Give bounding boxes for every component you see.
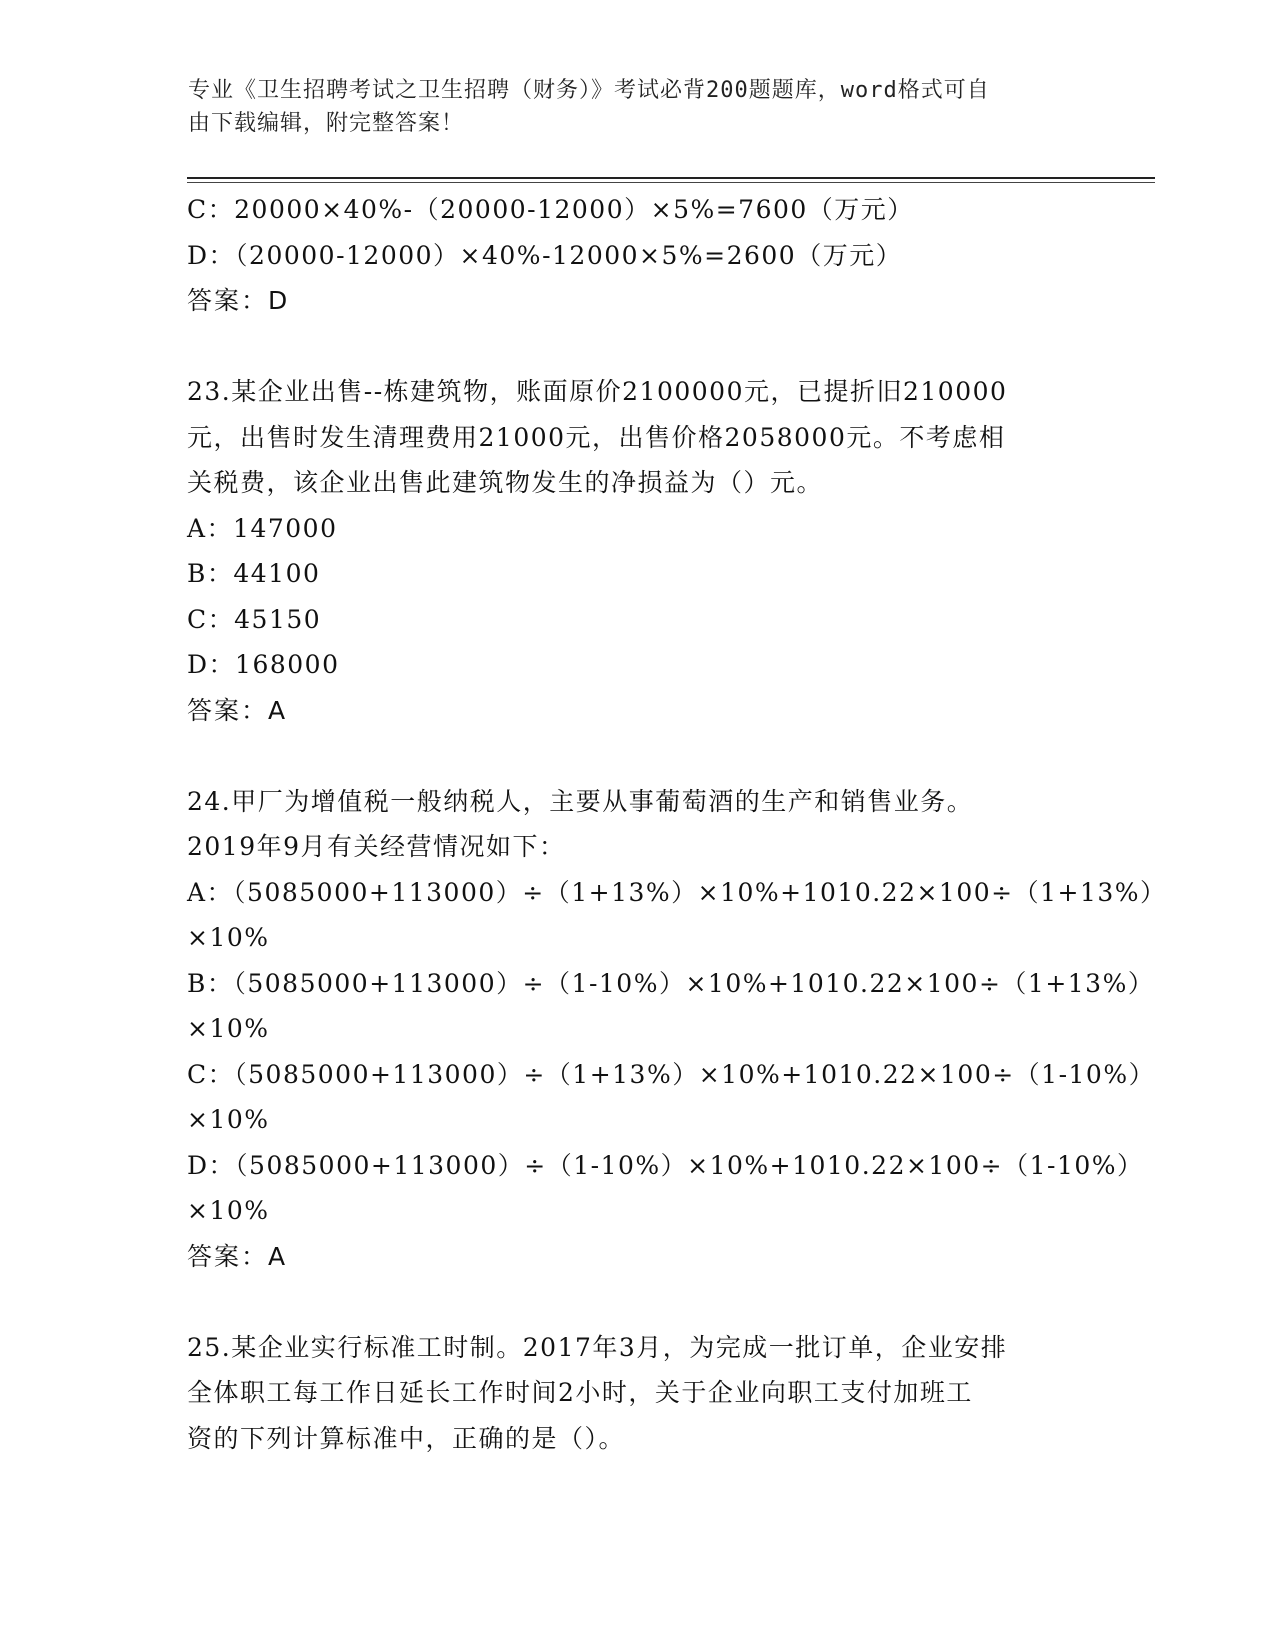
q22-option-c: C：20000×40%-（20000-12000）×5%=7600（万元）	[187, 195, 914, 224]
q23-option-d: D：168000	[187, 650, 340, 679]
q24-option-b-line-1: B：（5085000+113000）÷（1-10%）×10%+1010.22×100÷（1+13%）	[187, 968, 1155, 998]
q25-stem-line-2: 全体职工每工作日延长工作时间2小时，关于企业向职工支付加班工	[187, 1378, 973, 1407]
q24-option-a-line-1: A：（5085000+113000）÷（1+13%）×10%+1010.22×100÷（1+13%）	[187, 877, 1167, 907]
q23-stem-line-3: 关税费，该企业出售此建筑物发生的净损益为（）元。	[187, 468, 824, 497]
q25-stem-line-3: 资的下列计算标准中，正确的是（）。	[187, 1423, 626, 1453]
q24-option-c-line-2: ×10%	[187, 1105, 270, 1134]
q22-option-d: D：（20000-12000）×40%-12000×5%=2600（万元）	[187, 240, 903, 270]
header-line-1: 专业《卫生招聘考试之卫生招聘（财务）》考试必背200题题库，word格式可自	[188, 78, 990, 103]
q23-answer: 答案：A	[187, 695, 288, 725]
q23-stem-line-1: 23.某企业出售--栋建筑物，账面原价2100000元，已提折旧210000	[187, 377, 1008, 406]
header-line-2: 由下载编辑，附完整答案！	[188, 111, 465, 136]
q22-answer: 答案：D	[187, 286, 290, 315]
header-divider-thick	[187, 177, 1155, 179]
q23-option-b: B：44100	[187, 559, 321, 588]
q23-option-c: C：45150	[187, 604, 322, 634]
spacer	[187, 1279, 1097, 1325]
q25-stem-line-1: 25.某企业实行标准工时制。2017年3月，为完成一批订单，企业安排	[187, 1332, 1008, 1362]
q24-option-d-line-2: ×10%	[187, 1196, 270, 1225]
q24-option-a-line-2: ×10%	[187, 923, 270, 952]
q24-option-b-line-2: ×10%	[187, 1014, 270, 1043]
document-header	[188, 74, 1068, 140]
q23-stem-line-2: 元，出售时发生清理费用21000元，出售价格2058000元。不考虑相	[187, 422, 1006, 452]
q24-option-d-line-1: D：（5085000+113000）÷（1-10%）×10%+1010.22×100÷（1-10%）	[187, 1150, 1144, 1180]
q23-option-a: A：147000	[187, 513, 338, 543]
header-divider-thin	[187, 182, 1155, 183]
q24-answer: 答案：A	[187, 1241, 288, 1271]
q24-stem-line-1: 24.甲厂为增值税一般纳税人，主要从事葡萄酒的生产和销售业务。	[187, 786, 974, 816]
spacer	[187, 324, 1097, 370]
q24-stem-line-2: 2019年9月有关经营情况如下：	[187, 832, 566, 861]
spacer	[187, 733, 1097, 779]
q24-option-c-line-1: C：（5085000+113000）÷（1+13%）×10%+1010.22×100÷（1-10%）	[187, 1059, 1156, 1089]
question-content	[187, 187, 1167, 1461]
